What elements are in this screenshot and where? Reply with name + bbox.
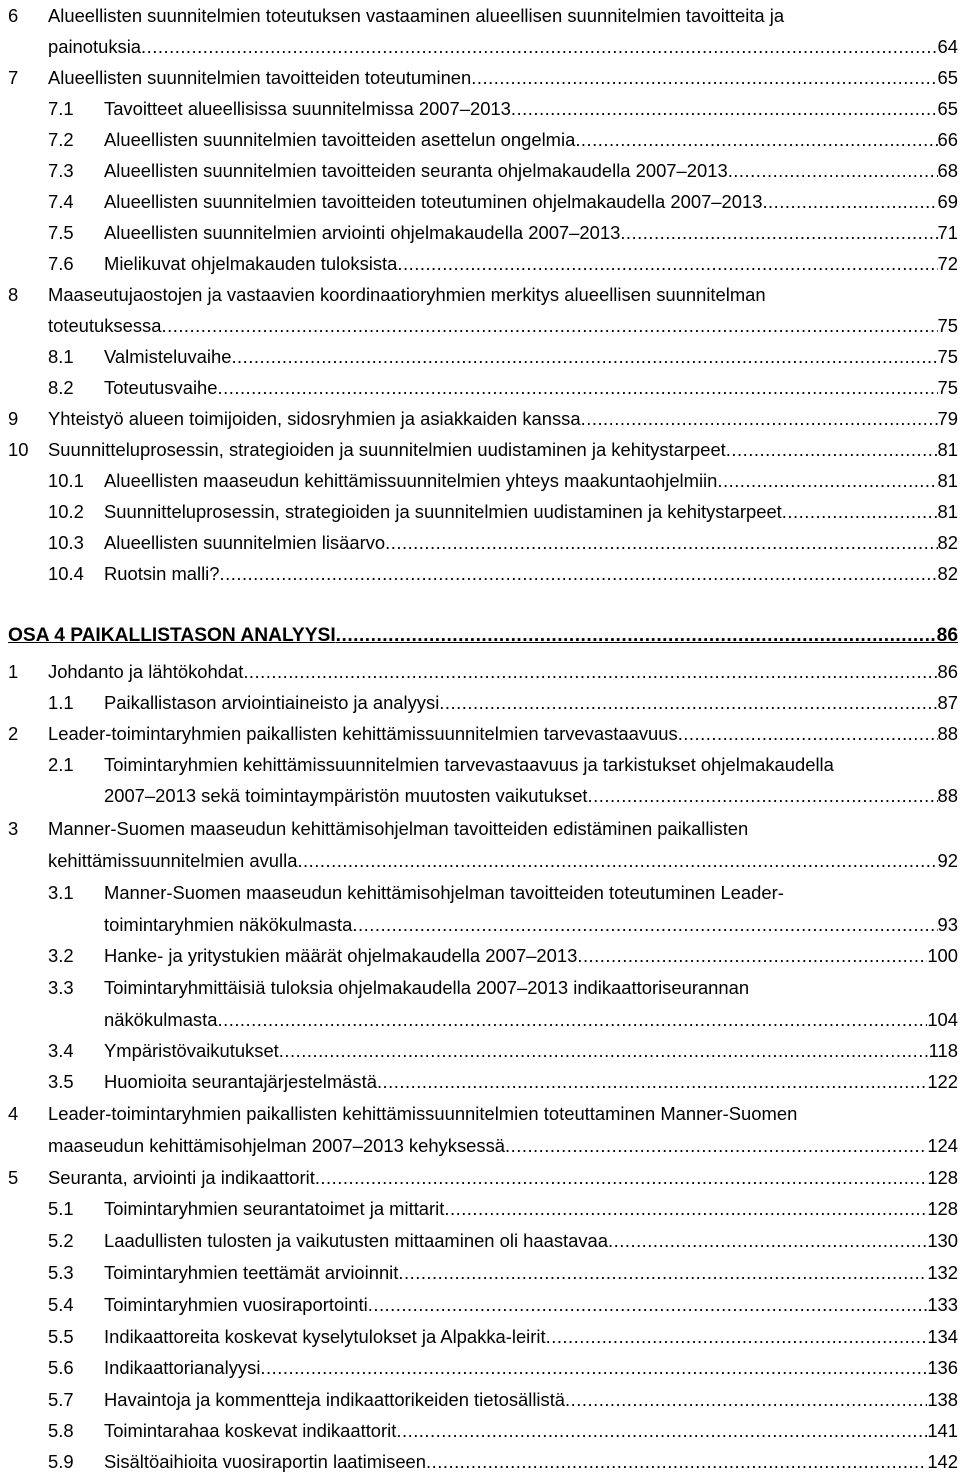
toc-entry-title: näkökulmasta bbox=[104, 1009, 218, 1030]
toc-entry[interactable] bbox=[104, 909, 958, 940]
toc-entry[interactable] bbox=[48, 341, 958, 372]
toc-entry-title: Suunnitteluprosessin, strategioiden ja suunnitelmien uudistaminen ja kehitystarpeet bbox=[104, 501, 782, 522]
toc-entry-title: toimintaryhmien näkökulmasta bbox=[104, 914, 353, 935]
toc-entry-title: Toimintarahaa koskevat indikaattorit bbox=[104, 1420, 397, 1441]
toc-entry-number: 5.6 bbox=[48, 1357, 74, 1378]
toc-entry[interactable] bbox=[48, 1257, 958, 1288]
toc-entry-number: 2 bbox=[8, 723, 19, 744]
toc-entry-title: Havaintoja ja kommentteja indikaattorikeiden tietosällistä bbox=[104, 1389, 566, 1410]
toc-entry-number: 10.4 bbox=[48, 563, 84, 584]
toc-dot-leader bbox=[588, 780, 938, 811]
toc-dot-leader bbox=[546, 1321, 928, 1352]
toc-entry-title: Leader-toimintaryhmien paikallisten kehittämissuunnitelmien tarvevastaavuus bbox=[48, 723, 678, 744]
toc-entry-title: Ympäristövaikutukset bbox=[104, 1040, 279, 1061]
toc-entry-number: 3.2 bbox=[48, 945, 74, 966]
toc-entry[interactable] bbox=[48, 372, 958, 403]
toc-entry-number: 1.1 bbox=[48, 692, 74, 713]
toc-dot-leader bbox=[511, 93, 938, 124]
toc-entry[interactable] bbox=[48, 465, 958, 496]
toc-dot-leader bbox=[368, 1289, 928, 1320]
toc-page-number: 65 bbox=[937, 98, 958, 119]
toc-entry-title: Toimintaryhmien kehittämissuunnitelmien tarvevastaavuus ja tarkistukset ohjelmakaudella bbox=[104, 754, 834, 775]
toc-entry[interactable] bbox=[8, 1162, 958, 1193]
toc-page-number: 88 bbox=[937, 785, 958, 806]
toc-entry-number: 10.2 bbox=[48, 501, 84, 522]
toc-dot-leader bbox=[728, 155, 938, 186]
toc-entry-number: 9 bbox=[8, 408, 19, 429]
toc-page-number: 132 bbox=[927, 1262, 958, 1283]
toc-entry[interactable] bbox=[48, 972, 958, 1003]
toc-entry-title: Alueellisten maaseudun kehittämissuunnitelmien yhteys maakuntaohjelmiin bbox=[104, 470, 718, 491]
toc-entry[interactable] bbox=[48, 1384, 958, 1415]
toc-page-number: 75 bbox=[937, 377, 958, 398]
toc-entry-number: 2.1 bbox=[48, 754, 74, 775]
toc-dot-leader bbox=[717, 465, 937, 496]
toc-entry-title: Valmisteluvaihe bbox=[104, 346, 232, 367]
toc-entry-number: 7 bbox=[8, 67, 19, 88]
toc-page-number: 81 bbox=[937, 470, 958, 491]
toc-page-number: 138 bbox=[927, 1389, 958, 1410]
toc-entry-number: 5.8 bbox=[48, 1420, 74, 1441]
toc-page-number: 100 bbox=[927, 945, 958, 966]
toc-entry[interactable] bbox=[48, 877, 958, 908]
toc-entry-title: Toimintaryhmien seurantatoimet ja mittarit bbox=[104, 1198, 445, 1219]
toc-entry-title: Indikaattoreita koskevat kyselytulokset ja Alpakka-leirit bbox=[104, 1326, 546, 1347]
toc-page-number: 128 bbox=[927, 1198, 958, 1219]
toc-entry[interactable] bbox=[104, 1004, 958, 1035]
toc-entry-title: Manner-Suomen maaseudun kehittämisohjelman tavoitteiden edistäminen paikallisten bbox=[48, 818, 749, 839]
toc-page-number: 88 bbox=[937, 723, 958, 744]
toc-page-number: 64 bbox=[937, 36, 958, 57]
toc-page-number: 71 bbox=[937, 222, 958, 243]
toc-entry-number: 3.3 bbox=[48, 977, 74, 998]
toc-entry-title: Alueellisten suunnitelmien lisäarvo bbox=[104, 532, 386, 553]
toc-dot-leader bbox=[426, 1446, 927, 1477]
toc-entry[interactable] bbox=[8, 403, 958, 434]
toc-page-number: 134 bbox=[927, 1326, 958, 1347]
toc-entry[interactable] bbox=[48, 93, 958, 124]
toc-page-number: 68 bbox=[937, 160, 958, 181]
toc-entry[interactable] bbox=[48, 1446, 958, 1477]
toc-dot-leader bbox=[260, 1352, 927, 1383]
toc-dot-leader bbox=[243, 656, 937, 687]
toc-page-number: 65 bbox=[937, 67, 958, 88]
toc-dot-leader bbox=[575, 124, 937, 155]
toc-dot-leader bbox=[726, 434, 938, 465]
toc-entry[interactable] bbox=[48, 1066, 958, 1097]
toc-dot-leader bbox=[608, 1225, 927, 1256]
toc-part-heading[interactable] bbox=[8, 620, 958, 651]
toc-entry-title: Laadullisten tulosten ja vaikutusten mittaaminen oli haastavaa bbox=[104, 1230, 609, 1251]
toc-entry-number: 5.2 bbox=[48, 1230, 74, 1251]
toc-entry-title: Maaseutujaostojen ja vastaavien koordinaatioryhmien merkitys alueellisen suunnitelman bbox=[48, 284, 766, 305]
toc-page-number: 69 bbox=[937, 191, 958, 212]
toc-dot-leader bbox=[581, 403, 938, 434]
toc-entry-number: 3.1 bbox=[48, 882, 74, 903]
toc-entry-number: 7.4 bbox=[48, 191, 74, 212]
toc-page-number: 128 bbox=[927, 1167, 958, 1188]
toc-page-number: 86 bbox=[936, 625, 958, 646]
toc-entry-title: painotuksia bbox=[48, 36, 142, 57]
toc-entry-number: 7.1 bbox=[48, 98, 74, 119]
toc-entry-title: Alueellisten suunnitelmien arviointi ohjelmakaudella 2007–2013 bbox=[104, 222, 621, 243]
toc-entry[interactable] bbox=[48, 940, 958, 971]
toc-page-number: 118 bbox=[928, 1040, 958, 1061]
toc-entry[interactable] bbox=[48, 1225, 958, 1256]
toc-entry-title: Sisältöaihioita vuosiraportin laatimiseen bbox=[104, 1451, 427, 1472]
toc-entry[interactable] bbox=[48, 1035, 958, 1066]
toc-dot-leader bbox=[217, 1004, 927, 1035]
toc-entry-number: 5 bbox=[8, 1167, 19, 1188]
toc-entry[interactable] bbox=[48, 124, 958, 155]
toc-entry[interactable] bbox=[48, 1321, 958, 1352]
toc-entry[interactable] bbox=[48, 1415, 958, 1446]
toc-dot-leader bbox=[161, 310, 937, 341]
toc-dot-leader bbox=[565, 1384, 927, 1415]
toc-page-number: 82 bbox=[937, 532, 958, 553]
toc-page-number: 124 bbox=[927, 1135, 958, 1156]
toc-entry-title: Toimintaryhmittäisiä tuloksia ohjelmakaudella 2007–2013 indikaattoriseurannan bbox=[104, 977, 750, 998]
toc-page-number: 66 bbox=[937, 129, 958, 150]
toc-entry-title: maaseudun kehittämisohjelman 2007–2013 kehyksessä bbox=[48, 1135, 505, 1156]
toc-entry-number: 3.5 bbox=[48, 1071, 74, 1092]
toc-page-number: 93 bbox=[937, 914, 958, 935]
toc-entry-title: Alueellisten suunnitelmien tavoitteiden toteutuminen ohjelmakaudella 2007–2013 bbox=[104, 191, 763, 212]
toc-entry-title: Toteutusvaihe bbox=[104, 377, 218, 398]
toc-entry-title: Alueellisten suunnitelmien tavoitteiden asettelun ongelmia bbox=[104, 129, 576, 150]
toc-page-number: 122 bbox=[927, 1071, 958, 1092]
toc-page-number: 141 bbox=[927, 1420, 958, 1441]
toc-entry-number: 3.4 bbox=[48, 1040, 74, 1061]
toc-page-number: 81 bbox=[937, 501, 958, 522]
toc-entry[interactable] bbox=[48, 527, 958, 558]
toc-dot-leader bbox=[315, 1162, 928, 1193]
toc-page-number: 72 bbox=[937, 253, 958, 274]
toc-page-number: 136 bbox=[927, 1357, 958, 1378]
toc-entry-title: Indikaattorianalyysi bbox=[104, 1357, 261, 1378]
toc-page-number: 86 bbox=[937, 661, 958, 682]
toc-entry-number: 10 bbox=[8, 439, 29, 460]
toc-entry-number: 5.3 bbox=[48, 1262, 74, 1283]
toc-entry[interactable] bbox=[48, 186, 958, 217]
toc-entry-number: 5.1 bbox=[48, 1198, 74, 1219]
toc-entry-title: Yhteistyö alueen toimijoiden, sidosryhmien ja asiakkaiden kanssa bbox=[48, 408, 581, 429]
toc-entry-title: Johdanto ja lähtökohdat bbox=[48, 661, 244, 682]
toc-page-number: 130 bbox=[927, 1230, 958, 1251]
toc-entry[interactable] bbox=[8, 434, 958, 465]
toc-page-number: 81 bbox=[937, 439, 958, 460]
toc-dot-leader bbox=[444, 1193, 927, 1224]
toc-page-number: 82 bbox=[937, 563, 958, 584]
toc-entry-number: 7.2 bbox=[48, 129, 74, 150]
toc-dot-leader bbox=[279, 1035, 929, 1066]
toc-entry-title: Mielikuvat ohjelmakauden tuloksista bbox=[104, 253, 398, 274]
toc-entry[interactable] bbox=[8, 279, 958, 310]
toc-entry-number: 4 bbox=[8, 1103, 19, 1124]
toc-entry-title: kehittämissuunnitelmien avulla bbox=[48, 850, 298, 871]
toc-entry-number: 3 bbox=[8, 818, 19, 839]
toc-entry[interactable] bbox=[48, 558, 958, 589]
toc-dot-leader bbox=[352, 909, 937, 940]
toc-entry-title: Ruotsin malli? bbox=[104, 563, 220, 584]
toc-dot-leader bbox=[439, 687, 937, 718]
toc-entry[interactable] bbox=[48, 1289, 958, 1320]
toc-entry-title: Suunnitteluprosessin, strategioiden ja suunnitelmien uudistaminen ja kehitystarpeet bbox=[48, 439, 726, 460]
toc-entry[interactable] bbox=[48, 31, 958, 62]
toc-page-number: 79 bbox=[937, 408, 958, 429]
toc-dot-leader bbox=[782, 496, 938, 527]
toc-entry[interactable] bbox=[48, 845, 958, 876]
toc-dot-leader bbox=[577, 940, 927, 971]
toc-entry[interactable] bbox=[104, 780, 958, 811]
toc-entry-number: 8.1 bbox=[48, 346, 74, 367]
toc-entry-title: toteutuksessa bbox=[48, 315, 162, 336]
toc-entry-title: Huomioita seurantajärjestelmästä bbox=[104, 1071, 377, 1092]
toc-entry-number: 5.9 bbox=[48, 1451, 74, 1472]
toc-entry[interactable] bbox=[8, 1098, 958, 1129]
toc-dot-leader bbox=[398, 1257, 927, 1288]
toc-entry[interactable] bbox=[8, 813, 958, 844]
toc-entry[interactable] bbox=[48, 496, 958, 527]
toc-entry[interactable] bbox=[8, 0, 958, 31]
toc-dot-leader bbox=[297, 845, 937, 876]
toc-entry-title: Manner-Suomen maaseudun kehittämisohjelman tavoitteiden toteutuminen Leader- bbox=[104, 882, 784, 903]
toc-entry-number: 7.5 bbox=[48, 222, 74, 243]
toc-dot-leader bbox=[678, 718, 938, 749]
toc-entry-number: 5.5 bbox=[48, 1326, 74, 1347]
toc-entry[interactable] bbox=[48, 248, 958, 279]
toc-entry[interactable] bbox=[48, 687, 958, 718]
toc-dot-leader bbox=[220, 558, 938, 589]
toc-entry[interactable] bbox=[48, 310, 958, 341]
toc-entry-number: 8 bbox=[8, 284, 19, 305]
toc-entry-number: 10.3 bbox=[48, 532, 84, 553]
toc-dot-leader bbox=[141, 31, 937, 62]
toc-dot-leader bbox=[396, 1415, 927, 1446]
toc-dot-leader bbox=[231, 341, 937, 372]
toc-entry-number: 8.2 bbox=[48, 377, 74, 398]
toc-page-number: 75 bbox=[937, 315, 958, 336]
toc-entry-title: Alueellisten suunnitelmien tavoitteiden seuranta ohjelmakaudella 2007–2013 bbox=[104, 160, 728, 181]
toc-entry[interactable] bbox=[48, 1352, 958, 1383]
toc-entry-number: 7.3 bbox=[48, 160, 74, 181]
toc-dot-leader bbox=[397, 248, 937, 279]
toc-entry-title: Toimintaryhmien teettämät arvioinnit bbox=[104, 1262, 399, 1283]
toc-entry-title: Tavoitteet alueellisissa suunnitelmissa 2007–2013 bbox=[104, 98, 511, 119]
toc-entry-title: Toimintaryhmien vuosiraportointi bbox=[104, 1294, 368, 1315]
toc-entry-number: 7.6 bbox=[48, 253, 74, 274]
toc-page-number: 87 bbox=[937, 692, 958, 713]
toc-entry-number: 1 bbox=[8, 661, 19, 682]
toc-entry[interactable] bbox=[8, 62, 958, 93]
toc-page-number: 133 bbox=[927, 1294, 958, 1315]
toc-entry-title: 2007–2013 sekä toimintaympäristön muutosten vaikutukset bbox=[104, 785, 588, 806]
toc-entry-title: Alueellisten suunnitelmien tavoitteiden toteutuminen bbox=[48, 67, 472, 88]
toc-entry-number: 6 bbox=[8, 5, 19, 26]
toc-entry[interactable] bbox=[48, 217, 958, 248]
toc-dot-leader bbox=[471, 62, 937, 93]
toc-dot-leader bbox=[385, 527, 937, 558]
toc-entry[interactable] bbox=[48, 749, 958, 780]
toc-page-number: 104 bbox=[927, 1009, 958, 1030]
toc-dot-leader bbox=[336, 620, 937, 651]
toc-page-number: 142 bbox=[927, 1451, 958, 1472]
toc-entry-title: OSA 4 PAIKALLISTASON ANALYYSI bbox=[8, 625, 336, 646]
toc-entry-number: 5.4 bbox=[48, 1294, 74, 1315]
toc-entry[interactable] bbox=[48, 1193, 958, 1224]
toc-entry-title: Alueellisten suunnitelmien toteutuksen vastaaminen alueellisen suunnitelmien tavoitteita ja bbox=[48, 5, 785, 26]
toc-entry-number: 5.7 bbox=[48, 1389, 74, 1410]
toc-dot-leader bbox=[505, 1130, 927, 1161]
toc-dot-leader bbox=[377, 1066, 927, 1097]
toc-page-number: 92 bbox=[937, 850, 958, 871]
toc-entry-title: Leader-toimintaryhmien paikallisten kehittämissuunnitelmien toteuttaminen Manner-Suomen bbox=[48, 1103, 798, 1124]
toc-entry[interactable] bbox=[8, 718, 958, 749]
toc-entry[interactable] bbox=[8, 656, 958, 687]
toc-entry-number: 10.1 bbox=[48, 470, 84, 491]
toc-entry[interactable] bbox=[48, 155, 958, 186]
toc-entry-title: Paikallistason arviointiaineisto ja analyysi bbox=[104, 692, 440, 713]
toc-dot-leader bbox=[620, 217, 937, 248]
toc-entry-title: Hanke- ja yritystukien määrät ohjelmakaudella 2007–2013 bbox=[104, 945, 578, 966]
toc-entry[interactable] bbox=[48, 1130, 958, 1161]
toc-dot-leader bbox=[218, 372, 938, 403]
toc-dot-leader bbox=[762, 186, 937, 217]
toc-page-number: 75 bbox=[937, 346, 958, 367]
toc-entry-title: Seuranta, arviointi ja indikaattorit bbox=[48, 1167, 315, 1188]
